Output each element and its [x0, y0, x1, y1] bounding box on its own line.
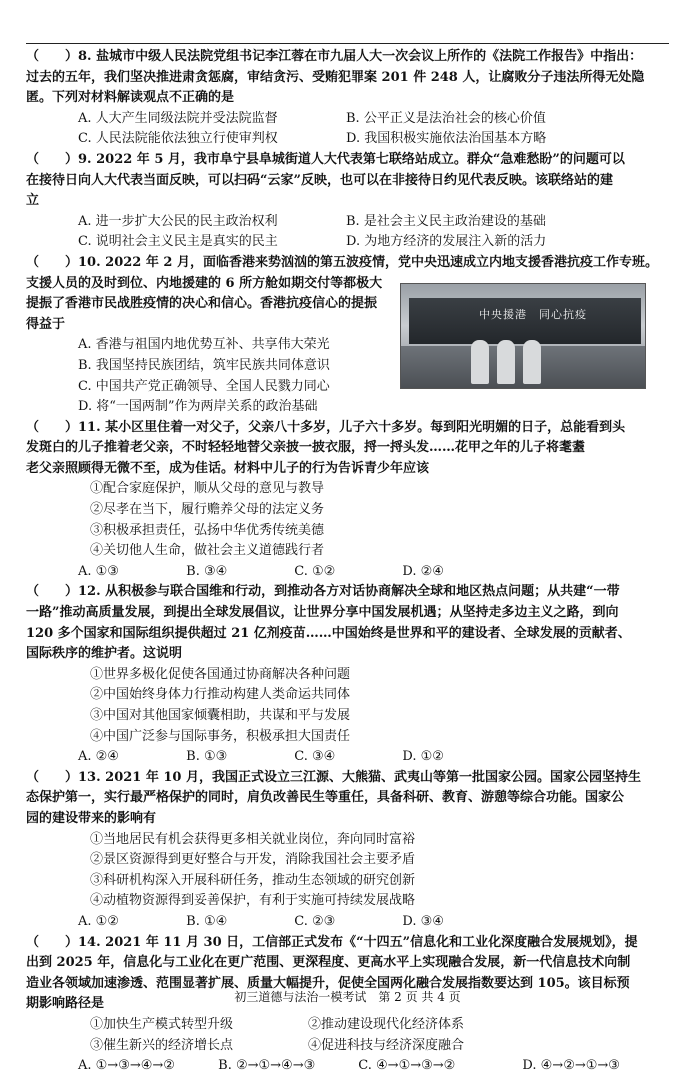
statement-item: ①加快生产模式转型升级: [90, 1016, 234, 1032]
worker-figure: [497, 340, 515, 384]
exam-page: [26, 47, 669, 1077]
statement-item: ③催生新兴的经济增长点: [90, 1037, 234, 1053]
option-d[interactable]: D. 为地方经济的发展注入新的活力: [346, 234, 547, 250]
option-b[interactable]: B. 是社会主义民主政治建设的基础: [346, 213, 546, 229]
statement-row: [26, 1036, 669, 1057]
option-c[interactable]: C. 人民法院能依法独立行使审判权: [78, 131, 278, 147]
question-text: 提振了香港市民战胜疫情的决心和信心。香港抗疫信心的提振: [26, 296, 378, 312]
question-text: 园的建设带来的影响有: [26, 810, 157, 826]
question-text: 一路”推动高质量发展，到提出全球发展倡议，让世界分享中国发展机遇；从坚持走多边主义之路，到向: [26, 605, 619, 621]
option-a[interactable]: A. ①③: [78, 563, 119, 579]
option-b[interactable]: B. 公平正义是法治社会的核心价值: [346, 110, 546, 126]
question-text: 匿。下列对材料解读观点不正确的是: [26, 90, 235, 106]
question-13: [26, 768, 669, 933]
question-text: （ ）14. 2021 年 11 月 30 日，工信部正式发布《“十四五”信息化和工业化深度融合发展规划》，提: [26, 934, 638, 950]
question-text: 立: [26, 193, 40, 209]
question-8: [26, 47, 669, 150]
option-d[interactable]: D. ②④: [402, 563, 444, 579]
statement-item: ④关切他人生命，做社会主义道德践行者: [90, 543, 325, 559]
statement-item: ②推动建设现代化经济体系: [308, 1016, 465, 1032]
statement-item: ④促进科技与经济深度融合: [308, 1037, 465, 1053]
question-text: （ ）12. 从积极参与联合国维和行动，到推动各方对话协商解决全球和地区热点问题；从共建“一带: [26, 584, 620, 600]
train-photo: [400, 283, 646, 389]
statement-item: ③中国对其他国家倾囊相助，共谋和平与发展: [90, 708, 351, 723]
option-row: [26, 562, 669, 583]
option-c[interactable]: C. ②③: [294, 913, 336, 929]
option-c[interactable]: C. ④→①→③→②: [358, 1058, 456, 1074]
question-text: （ ）10. 2022 年 2 月，面临香港来势汹汹的第五波疫情，党中央迅速成立内地支援香港抗疫工作专班。: [26, 254, 658, 270]
option-row: [26, 912, 669, 933]
question-text: 出到 2025 年，信息化与工业化在更广范围、更深程度、更高水平上实现融合发展，新一代信息技术向制: [26, 955, 631, 971]
top-rule: [26, 43, 669, 44]
statement-item: ③积极承担责任，弘扬中华优秀传统美德: [90, 522, 325, 538]
question-text: 得益于: [26, 316, 66, 332]
statement-item: ④中国广泛参与国际事务，积极承担大国责任: [90, 728, 351, 744]
option-d[interactable]: D. ①②: [402, 749, 444, 765]
statement-item: ②中国始终身体力行推动构建人类命运共同体: [90, 687, 351, 703]
train-banner-text: 中央援港 同心抗疫: [479, 307, 587, 321]
option-d[interactable]: D. ④→②→①→③: [522, 1058, 620, 1074]
question-10: [26, 253, 669, 418]
option-c[interactable]: C. ③④: [294, 749, 336, 765]
option-a[interactable]: A. ②④: [78, 749, 119, 765]
statement-row: [26, 1015, 669, 1036]
question-text: 老父亲照顾得无微不至，成为佳话。材料中儿子的行为告诉青少年应该: [26, 460, 430, 476]
option-a[interactable]: A. 人大产生同级法院并受法院监督: [78, 110, 278, 126]
option-a[interactable]: A. 香港与祖国内地优势互补、共享伟大荣光: [78, 337, 330, 353]
option-row: [26, 1056, 669, 1077]
option-c[interactable]: C. 中国共产党正确领导、全国人民戮力同心: [78, 378, 330, 394]
statement-item: ②景区资源得到更好整合与开发，消除我国社会主要矛盾: [90, 852, 416, 868]
option-row: [26, 109, 669, 130]
question-text: （ ）13. 2021 年 10 月，我国正式设立三江源、大熊猫、武夷山等第一批国家公园。国家公园坚持生: [26, 769, 641, 785]
question-9: [26, 150, 669, 253]
question-text: （ ）9. 2022 年 5 月，我市阜宁县阜城街道人大代表第七联络站成立。群众“急难愁盼”的问题可以: [26, 151, 625, 167]
option-b[interactable]: B. ①④: [186, 913, 228, 929]
option-d[interactable]: D. 将“一国两制”作为两岸关系的政治基础: [78, 399, 318, 415]
worker-figure: [471, 340, 489, 384]
statement-item: ③科研机构深入开展科研任务，推动生态领域的研究创新: [90, 872, 416, 888]
statement-item: ①配合家庭保护，顺从父母的意见与教导: [90, 481, 325, 497]
statement-item: ④动植物资源得到妥善保护，有利于实施可持续发展战略: [90, 893, 416, 909]
option-a[interactable]: A. 进一步扩大公民的民主政治权利: [78, 213, 278, 229]
question-text: 造业各领域加速渗透、范围显著扩展、质量大幅提升，促使全国两化融合发展指数要达到 105。该目标预: [26, 975, 630, 991]
option-row: [26, 129, 669, 150]
option-d[interactable]: D. ③④: [402, 913, 444, 929]
question-text: 态保护第一，实行最严格保护的同时，肩负改善民生等重任，具备科研、教育、游憩等综合功能。国家公: [26, 790, 625, 806]
option-c[interactable]: C. ①②: [294, 563, 336, 579]
option-a[interactable]: A. ①→③→④→②: [78, 1058, 175, 1074]
worker-figure: [523, 340, 541, 384]
statement-item: ①世界多极化促使各国通过协商解决各种问题: [90, 666, 351, 682]
question-11: [26, 418, 669, 583]
question-text: 在接待日向人大代表当面反映，可以扫码“云家”反映，也可以在非接待日约见代表反映。该联络站的建: [26, 172, 613, 188]
question-text: 120 多个国家和国际组织提供超过 21 亿剂疫苗……中国始终是世界和平的建设者、全球发展的贡献者、: [26, 625, 631, 641]
option-row: [26, 212, 669, 233]
option-b[interactable]: B. ②→①→④→③: [218, 1058, 316, 1074]
question-text: 支援人员的及时到位、内地援建的 6 所方舱如期交付等都极大: [26, 275, 383, 291]
statement-item: ②尽孝在当下，履行赡养父母的法定义务: [90, 502, 325, 518]
page-footer: 初三道德与法治一模考试 第 2 页 共 4 页: [234, 990, 461, 1004]
option-row: [26, 232, 669, 253]
question-text: 过去的五年，我们坚决推进肃贪惩腐，审结贪污、受贿犯罪案 201 件 248 人，让腐败分子违法所得无处隐: [26, 69, 645, 85]
option-row: [26, 747, 669, 768]
option-b[interactable]: B. ③④: [186, 563, 228, 579]
question-text: 发斑白的儿子推着老父亲，不时轻轻地替父亲披一披衣服，捋一捋头发……花甲之年的儿子将耄耋: [26, 440, 586, 456]
question-text: （ ）8. 盐城市中级人民法院党组书记李江蓉在市九届人大一次会议上所作的《法院工作报告》中指出：: [26, 49, 643, 64]
option-c[interactable]: C. 说明社会主义民主是真实的民主: [78, 234, 278, 250]
option-a[interactable]: A. ①②: [78, 913, 119, 929]
question-text: 期影响路径是: [26, 996, 105, 1012]
question-text: （ ）11. 某小区里住着一对父子，父亲八十多岁，儿子六十多岁。每到阳光明媚的日子，总能看到头: [26, 419, 626, 435]
option-b[interactable]: B. ①③: [186, 749, 228, 765]
option-d[interactable]: D. 我国积极实施依法治国基本方略: [346, 131, 547, 147]
question-text: 国际秩序的维护者。这说明: [26, 646, 183, 662]
question-12: [26, 582, 669, 767]
statement-item: ①当地居民有机会获得更多相关就业岗位，奔向同时富裕: [90, 831, 416, 847]
option-b[interactable]: B. 我国坚持民族团结，筑牢民族共同体意识: [78, 357, 330, 373]
